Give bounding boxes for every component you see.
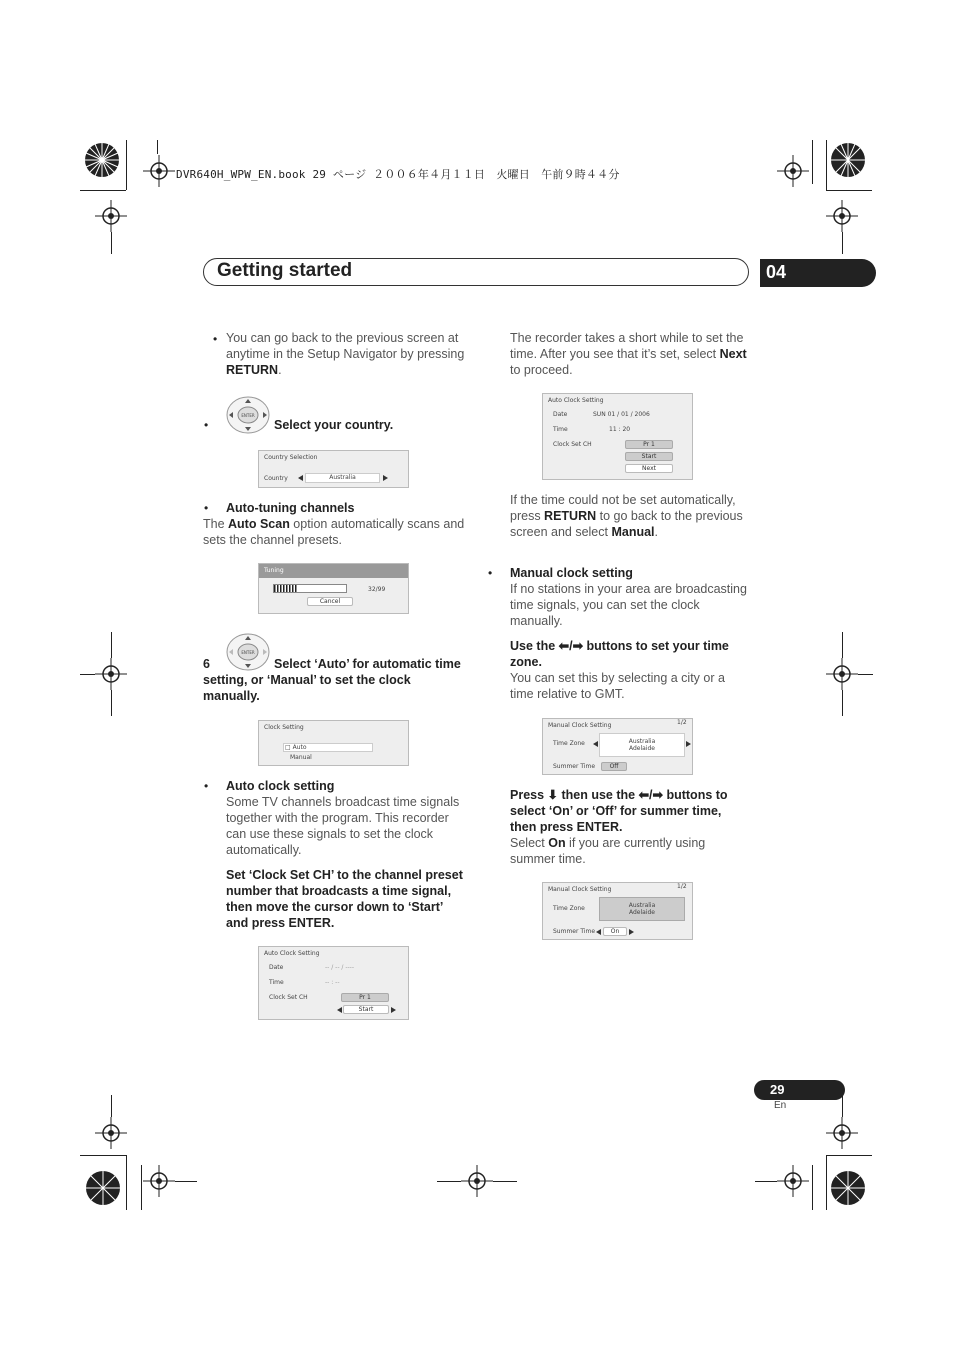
svg-text:ENTER: ENTER (241, 413, 255, 418)
crosshair-registration-icon (95, 200, 127, 232)
time-zone-label: Time Zone (553, 740, 585, 747)
page-number: 29 (754, 1080, 845, 1100)
progress-bar (273, 584, 347, 593)
progress-fill (274, 585, 297, 592)
svg-text:ENTER: ENTER (241, 650, 255, 655)
date-label: Date (553, 411, 568, 418)
clock-setting-screen (258, 720, 409, 766)
sunburst-registration-icon (826, 1168, 870, 1212)
time-value: -- : -- (325, 979, 340, 986)
set-clock-instruction: Set ‘Clock Set CH’ to the channel preset number that broadcasts a time signal, then move the cursor down to ‘Start’ and press ENTER. (226, 868, 463, 930)
time-zone-value[interactable]: Australia Adelaide (599, 733, 685, 757)
chapter-number: 04 (760, 259, 876, 287)
auto-clock-screen (258, 946, 409, 1020)
chapter-title: Getting started (217, 260, 353, 281)
bullet-dot: • (204, 779, 209, 793)
manual-clock-heading: Manual clock setting (510, 566, 633, 580)
start-button[interactable]: Start (343, 1005, 389, 1014)
progress-count: 32/99 (368, 586, 386, 593)
return-note: You can go back to the previous screen at anytime in the Setup Navigator by pressing RETURN. (226, 331, 465, 377)
date-value: -- / -- / ---- (325, 964, 354, 971)
option-auto[interactable]: □ Auto (285, 744, 307, 751)
screen-title: Auto Clock Setting (264, 950, 320, 957)
auto-clock-text: Some TV channels broadcast time signals together with the program. This recorder can use these signals to set the clock automatically. (226, 795, 460, 857)
manual-clock-screen-2 (542, 882, 693, 940)
right-arrow-icon[interactable] (686, 741, 691, 747)
left-arrow-icon[interactable] (298, 475, 303, 481)
clock-set-ch-label: Clock Set CH (269, 994, 308, 1001)
tuning-screen (258, 563, 409, 614)
crosshair-registration-icon (826, 1117, 858, 1149)
time-label: Time (553, 426, 568, 433)
screen-title: Country Selection (264, 454, 318, 461)
auto-tuning-heading: Auto-tuning channels (226, 501, 355, 515)
country-selection-screen (258, 450, 409, 488)
cancel-button[interactable]: Cancel (307, 597, 353, 606)
crosshair-registration-icon (777, 155, 809, 187)
crosshair-registration-icon (95, 658, 127, 690)
crosshair-registration-icon (143, 1165, 175, 1197)
bullet-dot: • (213, 332, 218, 346)
clock-set-ch-value[interactable]: Pr 1 (625, 440, 673, 449)
country-value[interactable]: Australia (305, 473, 380, 483)
press-down-heading: Press ⬇ then use the ⬅/➡ buttons to select ‘On’ or ‘Off’ for summer time, then press ENTER. (510, 788, 728, 834)
date-label: Date (269, 964, 284, 971)
bullet-dot: • (204, 501, 209, 515)
screen-title: Manual Clock Setting (548, 886, 612, 893)
screen-title: Manual Clock Setting (548, 722, 612, 729)
time-zone-label: Time Zone (553, 905, 585, 912)
use-buttons-text: You can set this by selecting a city or a time relative to GMT. (510, 671, 725, 701)
bullet-dot: • (488, 566, 493, 580)
step-number: 6 (203, 657, 210, 671)
summer-time-label: Summer Time (553, 763, 596, 770)
use-buttons-heading: Use the ⬅/➡ buttons to set your time zone. (510, 639, 729, 669)
fail-note: If the time could not be set automatically, press RETURN to go back to the previous screen and select Manual. (510, 493, 743, 539)
page-indicator: 1/2 (677, 883, 687, 890)
time-label: Time (269, 979, 284, 986)
country-label: Country (264, 475, 288, 482)
crosshair-registration-icon (826, 658, 858, 690)
auto-clock-heading: Auto clock setting (226, 779, 335, 793)
sunburst-registration-icon (80, 140, 130, 190)
option-manual[interactable]: Manual (290, 754, 312, 761)
step6-instruction: Select ‘Auto’ for automatic time setting, or ‘Manual’ to set the clock manually. (203, 657, 461, 703)
crosshair-registration-icon (95, 1117, 127, 1149)
screen-title: Auto Clock Setting (548, 397, 604, 404)
time-zone-value[interactable]: Australia Adelaide (599, 897, 685, 921)
crosshair-registration-icon (777, 1165, 809, 1197)
manual-clock-screen-1 (542, 718, 693, 775)
summer-time-label: Summer Time (553, 928, 596, 935)
page-indicator: 1/2 (677, 719, 687, 726)
right-arrow-icon[interactable] (629, 929, 634, 935)
left-arrow-icon[interactable] (596, 929, 601, 935)
right-arrow-icon[interactable] (383, 475, 388, 481)
screen-title: Clock Setting (264, 724, 304, 731)
time-value: 11 : 20 (609, 426, 631, 433)
left-arrow-icon[interactable] (337, 1007, 342, 1013)
summer-time-value[interactable]: On (603, 927, 627, 936)
recorder-intro: The recorder takes a short while to set the time. After you see that it’s set, select Next to proceed. (510, 331, 747, 377)
summer-time-value[interactable]: Off (601, 762, 627, 771)
manual-clock-text: If no stations in your area are broadcasting time signals, you can set the clock manually. (510, 582, 747, 628)
auto-clock-screen-done (542, 393, 693, 480)
language-code: En (774, 1100, 787, 1111)
clock-set-ch-label: Clock Set CH (553, 441, 592, 448)
sunburst-registration-icon (82, 1168, 126, 1212)
step-select-country: Select your country. (274, 418, 394, 432)
crosshair-registration-icon (826, 200, 858, 232)
right-arrow-icon[interactable] (391, 1007, 396, 1013)
print-file-line: DVR640H_WPW_EN.book 29 ページ ２００６年４月１１日 火曜日 午前９時４４分 (176, 168, 620, 181)
crosshair-registration-icon (143, 155, 175, 187)
date-value: SUN 01 / 01 / 2006 (593, 411, 650, 418)
crosshair-registration-icon (461, 1165, 493, 1197)
screen-title: Tuning (264, 567, 284, 574)
remote-dpad-icon (226, 395, 270, 435)
clock-set-ch-value[interactable]: Pr 1 (341, 993, 389, 1002)
press-down-text: Select On if you are currently using summer time. (510, 836, 706, 866)
bullet-dot: • (204, 418, 209, 432)
start-button[interactable]: Start (625, 452, 673, 461)
auto-tuning-text: The Auto Scan option automatically scans and sets the channel presets. (203, 517, 465, 547)
next-button[interactable]: Next (625, 464, 673, 473)
sunburst-registration-icon (826, 140, 874, 188)
left-arrow-icon[interactable] (593, 741, 598, 747)
